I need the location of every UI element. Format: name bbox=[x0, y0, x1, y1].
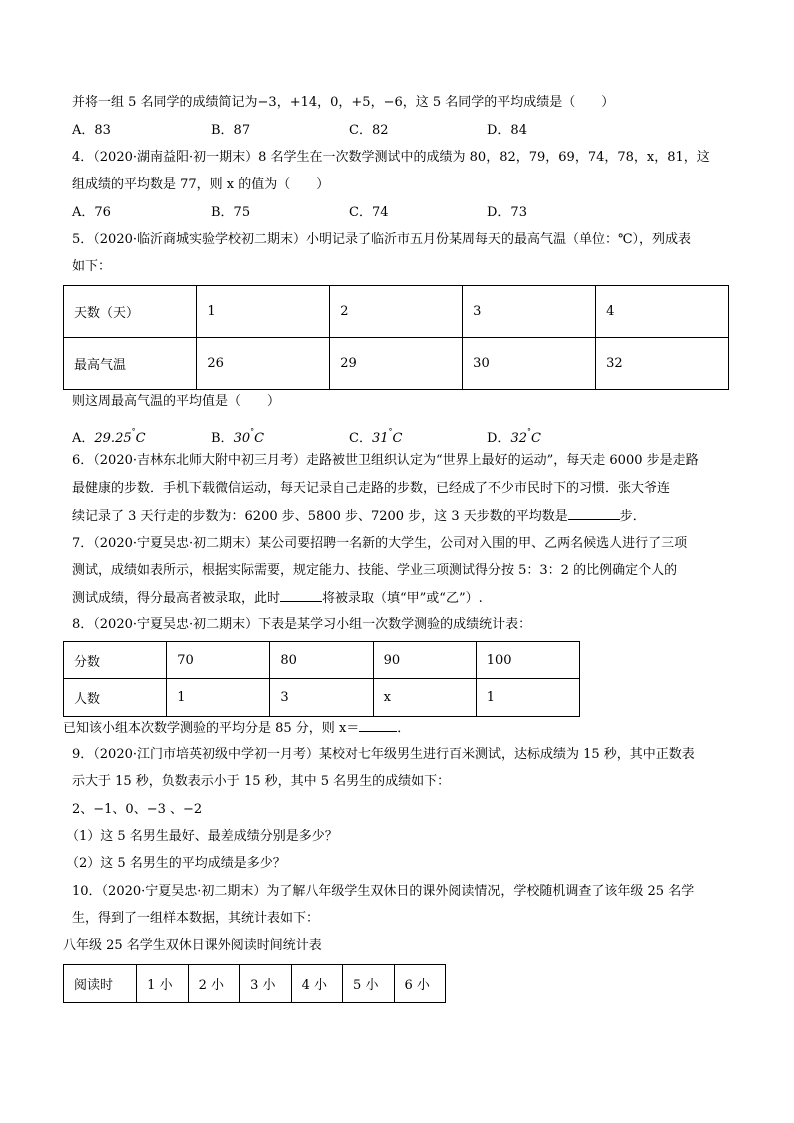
q10-cell: 5 小 bbox=[343, 965, 394, 1003]
q5-option-value: 31 bbox=[371, 431, 389, 446]
q4-option-c: C．74 bbox=[349, 205, 389, 220]
q5-cell: 29 bbox=[330, 338, 463, 390]
q10-line-2: 生，得到了一组样本数据，其统计表如下： bbox=[72, 911, 320, 926]
q10-cell: 4 小 bbox=[291, 965, 342, 1003]
q6-line-1: 6．（2020·吉林东北师大附中初三月考）走路被世卫组织认定为“世界上最好的运动”，每天走 6000 步是走路 bbox=[72, 453, 699, 468]
q5-cell: 32 bbox=[596, 338, 729, 390]
q10-cell: 6 小 bbox=[394, 965, 445, 1003]
q8-cell: 1 bbox=[476, 679, 579, 717]
q8-after-end: ． bbox=[397, 721, 411, 736]
q8-cell: 人数 bbox=[64, 679, 167, 717]
q3-option-b: B．87 bbox=[211, 123, 251, 138]
q7-line-2: 测试，成绩如表所示，根据实际需要，规定能力、技能、学业三项测试得分按 5：3：2 的比例确定个人的 bbox=[72, 563, 678, 578]
q3-stem: 并将一组 5 名同学的成绩简记为−3，+14，0，+5，−6，这 5 名同学的平均成绩是（ ） bbox=[72, 95, 615, 110]
q5-option-unit: C bbox=[530, 431, 541, 446]
degree-sign: ° bbox=[250, 427, 255, 436]
q6-line-3 bbox=[72, 507, 646, 526]
q5-option-c bbox=[349, 423, 402, 448]
q8-line-1: 8．（2020·宁夏吴忠·初二期末）下表是某学习小组一次数学测验的成绩统计表： bbox=[72, 617, 532, 632]
q5-option-unit: C bbox=[392, 431, 403, 446]
q8-cell: 80 bbox=[270, 642, 373, 679]
q9-line-2: 示大于 15 秒，负数表示小于 15 秒，其中 5 名男生的成绩如下： bbox=[72, 774, 451, 789]
q6-line-3-end: 步． bbox=[619, 509, 646, 524]
q5-cell: 最高气温 bbox=[64, 338, 197, 390]
q5-cell: 1 bbox=[197, 286, 330, 338]
q5-option-label: C． bbox=[349, 431, 372, 446]
answer-blank[interactable] bbox=[280, 589, 322, 602]
q10-reading-table bbox=[63, 964, 446, 1003]
q3-option-c: C．82 bbox=[349, 123, 389, 138]
q5-line-1: 5．（2020·临沂商城实验学校初二期末）小明记录了临沂市五月份某周每天的最高气温（单位：℃），列成表 bbox=[72, 232, 692, 247]
answer-blank[interactable] bbox=[359, 719, 397, 732]
q10-cell: 阅读时 bbox=[64, 965, 137, 1003]
q5-option-unit: C bbox=[135, 431, 146, 446]
q8-score-table bbox=[63, 641, 580, 717]
q10-cell: 1 小 bbox=[137, 965, 188, 1003]
q5-option-value: 29.25 bbox=[94, 431, 132, 446]
q9-line-1: 9．（2020·江门市培英初级中学初一月考）某校对七年级男生进行百米测试，达标成绩为 15 秒，其中正数表 bbox=[72, 747, 695, 762]
degree-sign: ° bbox=[131, 427, 136, 436]
q5-option-label: B． bbox=[211, 431, 234, 446]
q8-cell: 1 bbox=[167, 679, 270, 717]
q10-cell: 3 小 bbox=[240, 965, 291, 1003]
q9-line-3: 2、−1、0、−3 、−2 bbox=[72, 802, 203, 817]
q4-option-a: A．76 bbox=[72, 205, 111, 220]
q5-option-d bbox=[487, 423, 541, 448]
q10-cell: 2 小 bbox=[188, 965, 239, 1003]
q4-option-b: B．75 bbox=[211, 205, 251, 220]
q8-cell: 70 bbox=[167, 642, 270, 679]
q8-cell: 90 bbox=[373, 642, 476, 679]
q8-after-text: 已知该小组本次数学测验的平均分是 85 分，则 x＝ bbox=[63, 721, 360, 736]
q5-cell: 4 bbox=[596, 286, 729, 338]
q5-cell: 2 bbox=[330, 286, 463, 338]
q7-line-1: 7．（2020·宁夏吴忠·初二期末）某公司要招聘一名新的大学生，公司对入围的甲、乙两名候选人进行了三项 bbox=[72, 536, 688, 551]
degree-sign: ° bbox=[526, 427, 531, 436]
q5-question: 则这周最高气温的平均值是（ ） bbox=[72, 394, 281, 409]
q5-option-b bbox=[211, 423, 264, 448]
q9-sub-2: （2）这 5 名男生的平均成绩是多少？ bbox=[66, 856, 286, 871]
q5-temperature-table bbox=[63, 285, 729, 390]
q6-line-3-text: 续记录了 3 天行走的步数为：6200 步、5800 步、7200 步，这 3 天步数的平均数是 bbox=[72, 509, 568, 524]
degree-sign: ° bbox=[388, 427, 393, 436]
q5-option-value: 30 bbox=[233, 431, 251, 446]
q5-cell: 30 bbox=[463, 338, 596, 390]
q3-option-d: D．84 bbox=[487, 123, 527, 138]
q5-option-label: D． bbox=[487, 431, 511, 446]
q10-caption: 八年级 25 名学生双休日课外阅读时间统计表 bbox=[63, 938, 322, 953]
answer-blank[interactable] bbox=[568, 507, 620, 520]
q7-line-3 bbox=[72, 589, 483, 608]
q8-cell: 分数 bbox=[64, 642, 167, 679]
q8-cell: x bbox=[373, 679, 476, 717]
q10-line-1: 10．（2020·宁夏吴忠·初二期末）为了解八年级学生双休日的课外阅读情况，学校随机调查了该年级 25 名学 bbox=[72, 884, 695, 899]
q5-option-value: 32 bbox=[510, 431, 527, 446]
q8-after-line bbox=[63, 719, 410, 738]
q6-line-2: 最健康的步数．手机下载微信运动，每天记录自己走路的步数，已经成了不少市民时下的习惯．张大爷连 bbox=[72, 481, 671, 496]
q8-cell: 100 bbox=[476, 642, 579, 679]
q5-cell: 3 bbox=[463, 286, 596, 338]
q5-option-a bbox=[72, 423, 146, 448]
q4-line-1: 4．（2020·湖南益阳·初一期末）8 名学生在一次数学测试中的成绩为 80，82，79，69，74，78，x，81，这 bbox=[72, 150, 710, 165]
q4-option-d: D．73 bbox=[487, 205, 527, 220]
q5-option-unit: C bbox=[254, 431, 265, 446]
q5-line-2: 如下： bbox=[72, 259, 112, 274]
q7-line-3-end: 将被录取（填“甲”或“乙”）. bbox=[322, 591, 483, 606]
q5-cell: 天数（天） bbox=[64, 286, 197, 338]
q5-cell: 26 bbox=[197, 338, 330, 390]
q8-cell: 3 bbox=[270, 679, 373, 717]
q5-option-label: A． bbox=[72, 431, 95, 446]
q4-line-2: 组成绩的平均数是 77，则 x 的值为（ ） bbox=[72, 177, 330, 192]
q3-option-a: A．83 bbox=[72, 123, 111, 138]
q7-line-3-text: 测试成绩，得分最高者被录取，此时 bbox=[72, 591, 281, 606]
q9-sub-1: （1）这 5 名男生最好、最差成绩分别是多少？ bbox=[66, 829, 338, 844]
